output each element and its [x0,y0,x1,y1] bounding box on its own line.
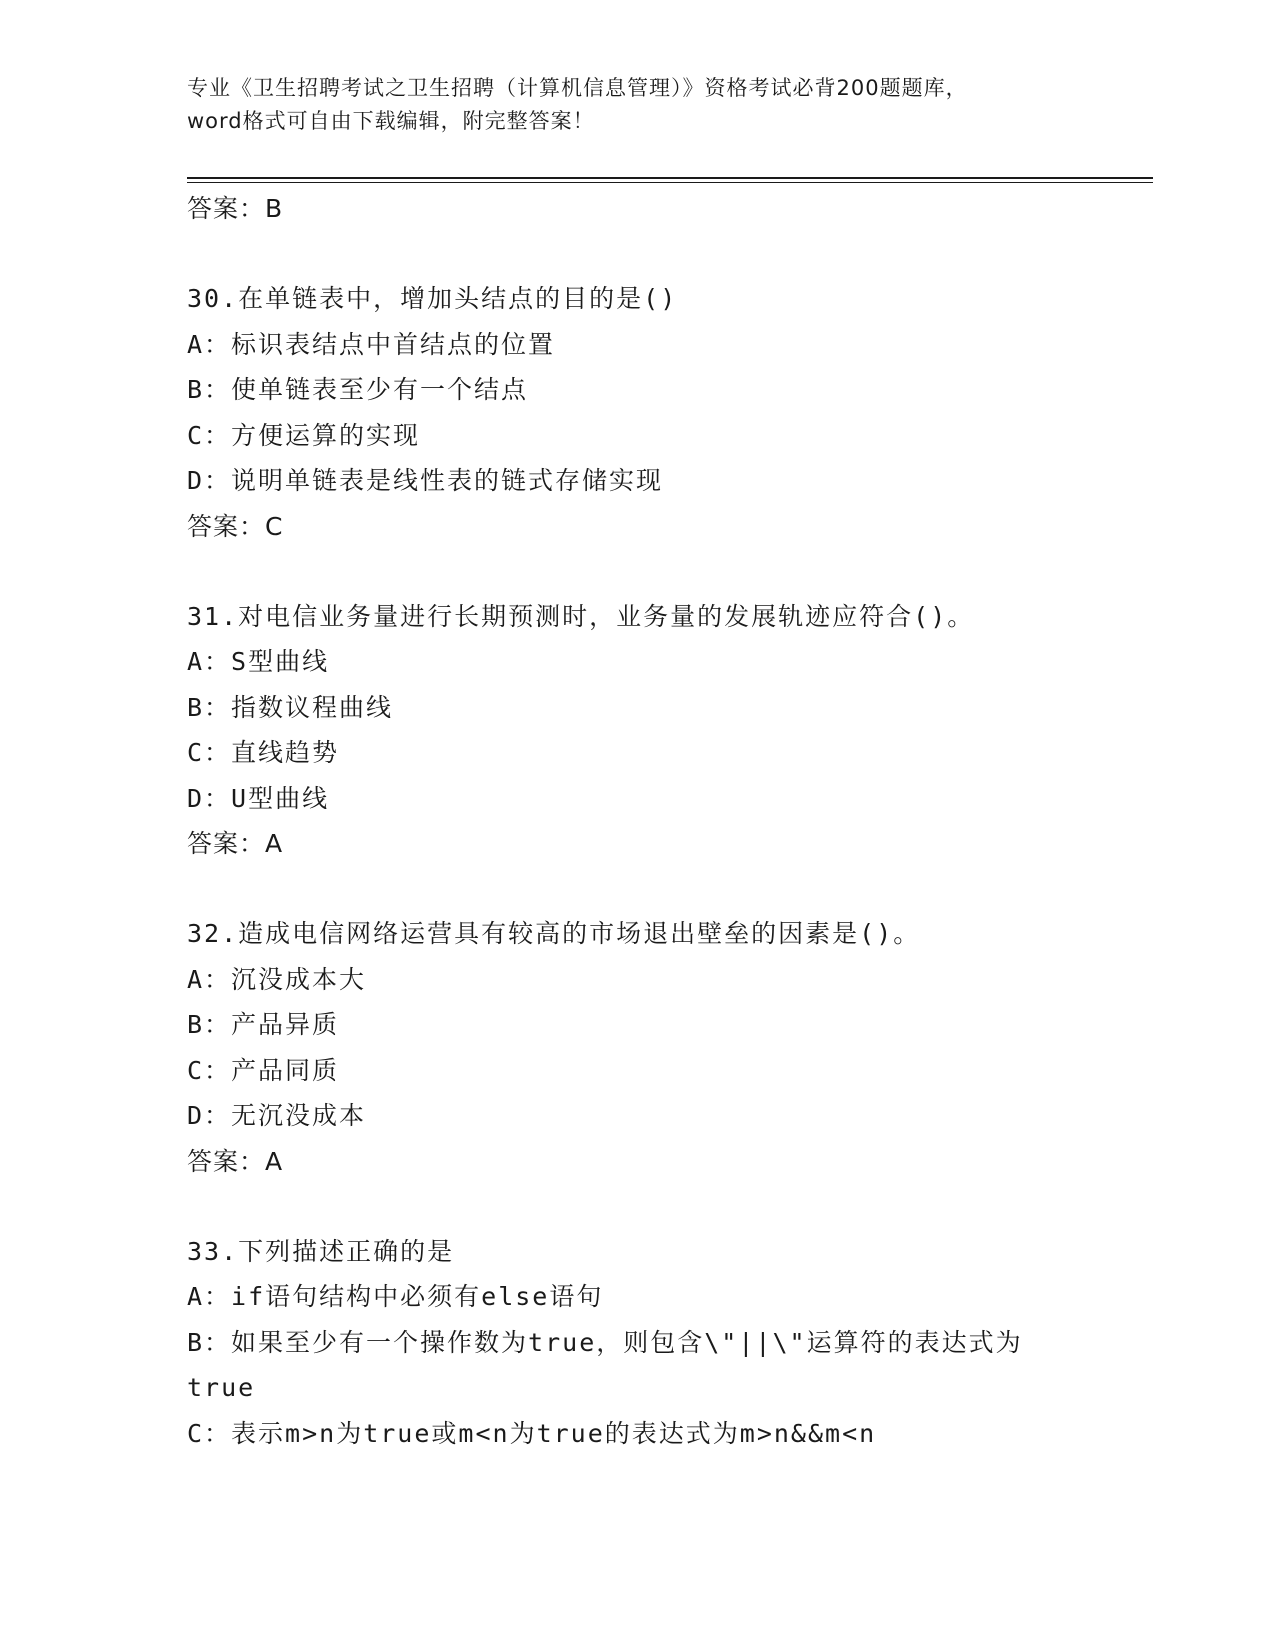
option-b: B：使单链表至少有一个结点 [187,375,529,404]
option-b: B：指数议程曲线 [187,692,394,722]
question-32 [187,911,1087,1139]
option-d: D：无沉没成本 [187,1101,367,1130]
option-a: A：S型曲线 [187,647,330,676]
header-line-1: 专业《卫生招聘考试之卫生招聘（计算机信息管理）》资格考试必背200题题库， [187,76,968,100]
answer-29: 答案：B [187,194,284,223]
option-a: A：if语句结构中必须有else语句 [187,1282,604,1311]
header-line-2: word格式可自由下载编辑，附完整答案！ [187,109,595,133]
option-b: B：产品异质 [187,1010,340,1039]
option-c: C：表示m>n为true或m<n为true的表达式为m>n&&m<n [187,1418,877,1448]
answer-30: 答案：C [187,511,284,541]
option-c: C：方便运算的实现 [187,420,421,450]
question-stem: 33.下列描述正确的是 [187,1236,455,1266]
header-rule-thin [187,182,1153,183]
question-31 [187,594,1087,822]
option-c: C：直线趋势 [187,738,340,767]
answer-31: 答案：A [187,829,284,858]
option-d: D：U型曲线 [187,783,330,813]
question-list [187,186,1087,1456]
option-b: B：如果至少有一个操作数为true，则包含\"||\"运算符的表达式为 [187,1327,1023,1357]
question-stem: 30.在单链表中，增加头结点的目的是() [187,284,678,313]
question-30 [187,276,1087,504]
question-33 [187,1229,1087,1457]
page-header [187,72,1087,138]
option-b-continued: true [187,1373,256,1402]
header-rule-thick [187,177,1153,179]
question-stem: 32.造成电信网络运营具有较高的市场退出壁垒的因素是()。 [187,919,921,948]
option-a: A：标识表结点中首结点的位置 [187,329,556,359]
option-c: C：产品同质 [187,1055,340,1085]
answer-32: 答案：A [187,1146,284,1176]
question-stem: 31.对电信业务量进行长期预测时，业务量的发展轨迹应符合()。 [187,601,975,631]
option-a: A：沉没成本大 [187,964,367,994]
option-d: D：说明单链表是线性表的链式存储实现 [187,466,664,495]
